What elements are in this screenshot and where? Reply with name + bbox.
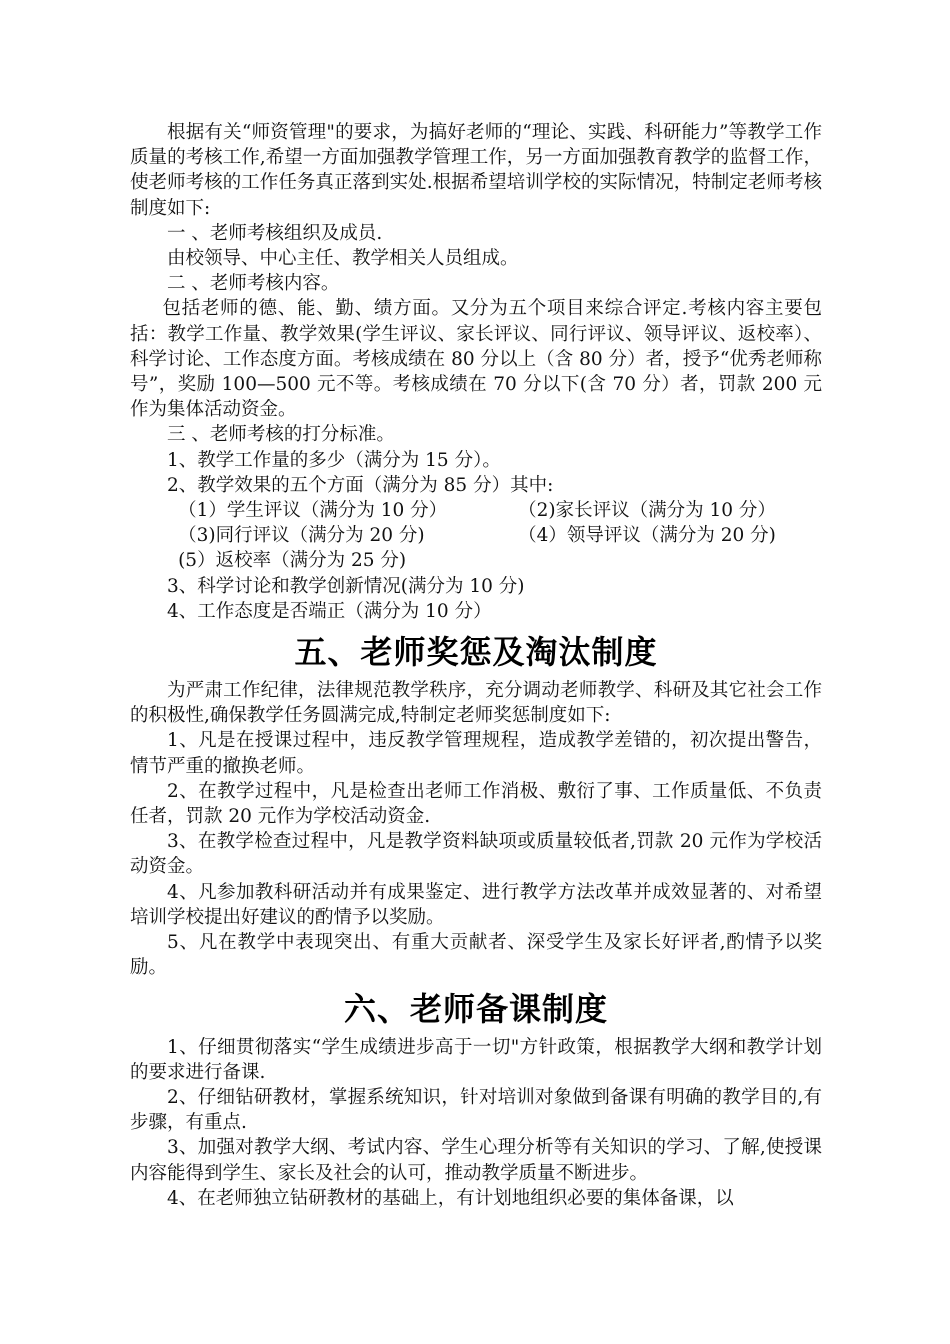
- score-item-3: 3、科学讨论和教学创新情况(满分为 10 分): [167, 575, 525, 597]
- subheading-two: 二 、老师考核内容。: [167, 273, 340, 295]
- reward-item-5: 5、凡在教学中表现突出、有重大贡献者、深受学生及家长好评者,酌情予以奖励。: [130, 932, 822, 979]
- prep-item-1: 1、仔细贯彻落实“学生成绩进步高于一切"方针政策，根据教学大纲和教学计划的要求进行备课.: [130, 1036, 822, 1083]
- score-item-1: 1、教学工作量的多少（满分为 15 分）。: [167, 449, 501, 471]
- sub-item-3: （3)同行评议（满分为 20 分): [178, 525, 425, 547]
- sub-item-row: [130, 548, 822, 573]
- sub-item-row: [130, 498, 822, 523]
- reward-item-3: 3、在教学检查过程中，凡是教学资料缺项或质量较低者,罚款 20 元作为学校活动资金。: [130, 831, 822, 878]
- paragraph-two: 包括老师的德、能、勤、绩方面。又分为五个项目来综合评定.考核内容主要包括：教学工作量、教学效果(学生评议、家长评议、同行评议、领导评议、返校率）、科学讨论、工作态度方面。考核成绩在 80 分以上（含 80 分）者，授予“优秀老师称号”，奖励 100—500 元不等。考核成绩在 70 分以下(含 70 分）者，罚款 200 元作为集体活动资金。: [130, 298, 822, 421]
- prep-item-4: 4、在老师独立钻研教材的基础上，有计划地组织必要的集体备课，以: [167, 1187, 734, 1209]
- sub-item-5: (5）返校率（满分为 25 分): [178, 550, 407, 572]
- section-five-title: 五、老师奖惩及淘汰制度: [294, 633, 658, 672]
- paragraph-one: 由校领导、中心主任、教学相关人员组成。: [167, 248, 519, 270]
- subheading-one: 一 、老师考核组织及成员.: [167, 222, 383, 244]
- section-six-title: 六、老师备课制度: [343, 989, 608, 1028]
- section-five-intro: 为严肃工作纪律，法律规范教学秩序，充分调动老师教学、科研及其它社会工作的积极性,确保教学任务圆满完成,特制定老师奖惩制度如下:: [130, 680, 822, 727]
- score-item-4: 4、工作态度是否端正（满分为 10 分）: [167, 600, 492, 622]
- prep-item-2: 2、仔细钻研教材，掌握系统知识，针对培训对象做到备课有明确的教学目的,有步骤，有重点.: [130, 1086, 822, 1134]
- subheading-three: 三 、老师考核的打分标准。: [167, 424, 395, 446]
- reward-item-2: 2、在教学过程中，凡是检查出老师工作消极、敷衍了事、工作质量低、不负责任者，罚款 20 元作为学校活动资金.: [130, 780, 822, 828]
- sub-item-4: （4）领导评议（满分为 20 分): [518, 525, 776, 547]
- reward-item-4: 4、凡参加教科研活动并有成果鉴定、进行教学方法改革并成效显著的、对希望培训学校提出好建议的酌情予以奖励。: [130, 881, 822, 928]
- sub-item-2: （2)家长评议（满分为 10 分）: [518, 500, 776, 522]
- reward-item-1: 1、凡是在授课过程中，违反教学管理规程，造成教学差错的，初次提出警告，情节严重的撤换老师。: [130, 730, 822, 777]
- prep-item-3: 3、加强对教学大纲、考试内容、学生心理分析等有关知识的学习、了解,使授课内容能得到学生、家长及社会的认可，推动教学质量不断进步。: [130, 1137, 822, 1184]
- score-item-2: 2、教学效果的五个方面（满分为 85 分）其中:: [167, 474, 554, 496]
- sub-item-row: [130, 523, 822, 548]
- section-four-intro: 根据有关“师资管理"的要求，为搞好老师的“理论、实践、科研能力”等教学工作质量的考核工作,希望一方面加强教学管理工作，另一方面加强教育教学的监督工作，使老师考核的工作任务真正落到实处.根据希望培训学校的实际情况，特制定老师考核制度如下:: [130, 122, 822, 219]
- sub-item-1: （1）学生评议（满分为 10 分）: [178, 500, 448, 522]
- document-page: [130, 120, 822, 1211]
